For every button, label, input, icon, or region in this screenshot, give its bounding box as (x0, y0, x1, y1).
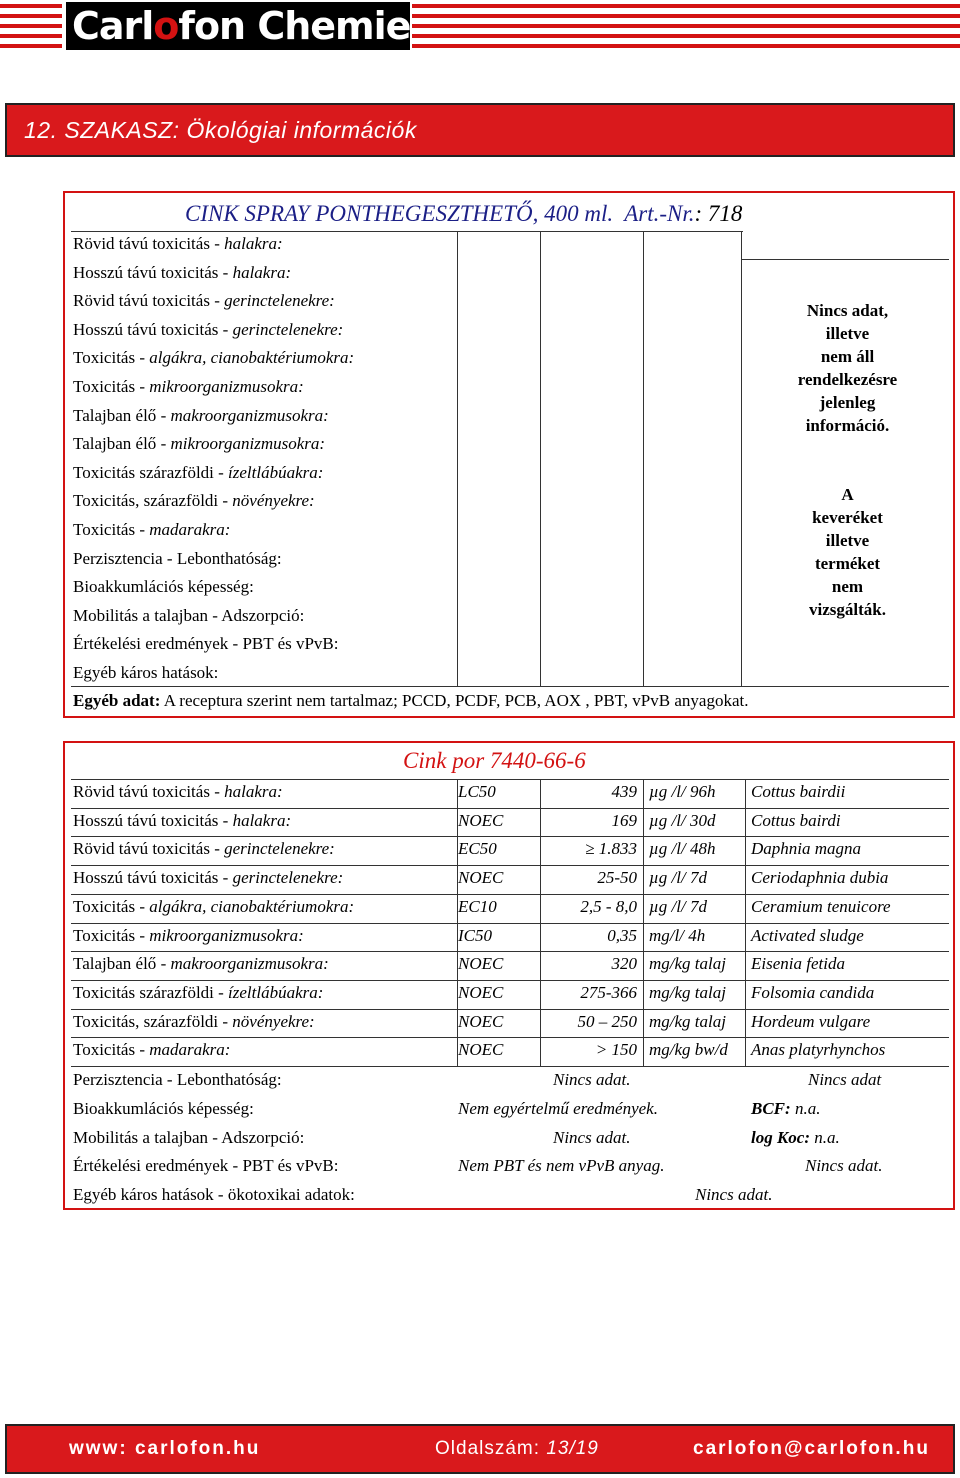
box1-row (73, 405, 329, 427)
row-label: Rövid távú toxicitás (73, 234, 210, 253)
species: Daphnia magna (751, 839, 862, 859)
article-label: Art.-Nr. (624, 201, 695, 226)
box1-row (73, 576, 254, 598)
measure-type: EC50 (458, 839, 497, 859)
footer-website[interactable]: www: carlofon.hu (69, 1438, 261, 1459)
row-target: - ízeltlábúakra: (218, 982, 324, 1002)
footer-page-number (435, 1438, 599, 1460)
row-target: - makroorganizmusokra: (160, 954, 329, 974)
pbt-value: Nem PBT és nem vPvB anyag. (458, 1156, 665, 1175)
logo-text-2: o (153, 4, 179, 48)
box1-row (73, 462, 323, 484)
row-target: - növényekre: (222, 1011, 315, 1031)
species: Cottus bairdii (751, 782, 846, 801)
box2-row-label (73, 781, 283, 803)
note-line: keveréket (812, 508, 883, 527)
box1-row (73, 319, 343, 341)
row-target: - mikroorganizmusokra: (139, 925, 304, 945)
row-label: Talajban élő (73, 434, 157, 454)
other-data-line (73, 690, 748, 712)
measure-unit: µg /l/ 96h (649, 782, 716, 801)
measure-type: LC50 (458, 782, 496, 801)
row-label: Bioakkumlációs képesség: (73, 577, 254, 597)
measure-value: 169 (611, 810, 637, 830)
row-label: Toxicitás, szárazföldi (73, 1011, 219, 1031)
pbt-label: Értékelési eredmények - PBT és vPvB: (73, 1156, 339, 1175)
row-label: Hosszú távú toxicitás (73, 319, 219, 339)
row-label: Toxicitás, szárazföldi (73, 491, 219, 511)
grid-line (643, 231, 644, 686)
note-line: nem (831, 577, 864, 596)
bioacc-bcf (751, 1098, 820, 1120)
note-line: jelenleg (819, 393, 876, 412)
row-label: Toxicitás szárazföldi (73, 982, 214, 1002)
box1-row (73, 376, 304, 398)
product-title (185, 201, 742, 227)
box2-row-label (73, 896, 354, 918)
grid-line (643, 779, 644, 1066)
measure-unit: µg /l/ 7d (649, 868, 707, 888)
species: Eisenia fetida (751, 954, 845, 974)
row-label: Hosszú távú toxicitás (73, 262, 219, 282)
measure-type: NOEC (458, 954, 504, 974)
grid-line (71, 1037, 949, 1038)
box1-row (73, 519, 230, 541)
grid-line (71, 1066, 949, 1067)
article-number: : 718 (694, 201, 743, 226)
other-data-label: Egyéb adat: (73, 691, 161, 710)
box1-row (73, 290, 335, 312)
row-label: Rövid távú toxicitás (73, 839, 210, 859)
company-logo (62, 0, 412, 52)
grid-line (741, 259, 949, 260)
row-label: Toxicitás (73, 896, 136, 916)
row-label: Értékelési eredmények - PBT és vPvB: (73, 634, 339, 654)
row-label: Talajban élő (73, 405, 157, 425)
row-target: - halakra: (222, 810, 292, 830)
row-label: Toxicitás (73, 520, 136, 539)
box2-row-label (73, 867, 343, 889)
grid-line (71, 779, 949, 780)
bcf-label: BCF: (751, 1099, 791, 1118)
mobility-label: Mobilitás a talajban - Adszorpció: (73, 1128, 305, 1147)
species: Hordeum vulgare (751, 1011, 871, 1031)
row-target: - halakra: (222, 262, 292, 282)
grid-line (71, 923, 949, 924)
measure-value: 50 – 250 (577, 1011, 637, 1031)
koc-label: log Koc: (751, 1128, 811, 1147)
other-effects-value: Nincs adat. (695, 1185, 773, 1204)
row-target: - halakra: (214, 234, 283, 253)
logo-text-3: fon Chemie (178, 4, 411, 48)
row-target: - algákra, cianobaktériumokra: (139, 348, 355, 368)
measure-value: ≥ 1.833 (585, 839, 637, 859)
row-target: - madarakra: (139, 520, 231, 539)
note-line: nem áll (820, 347, 875, 366)
row-target: - algákra, cianobaktériumokra: (139, 896, 355, 916)
note-line: illetve (825, 324, 870, 343)
box1-row (73, 262, 291, 284)
box1-row (73, 605, 304, 627)
box2-row-label (73, 838, 335, 860)
grid-line (741, 231, 742, 686)
measure-type: EC10 (458, 896, 497, 916)
row-target: - növényekre: (222, 491, 315, 511)
box1-row (73, 233, 283, 255)
persist-label: Perzisztencia - Lebonthatóság: (73, 1070, 282, 1089)
other-effects-label: Egyéb káros hatások - ökotoxikai adatok: (73, 1185, 355, 1204)
box1-row (73, 347, 354, 369)
measure-value: > 150 (595, 1040, 637, 1060)
measure-value: 439 (611, 782, 637, 801)
grid-line (71, 686, 949, 687)
persist-value-2: Nincs adat (808, 1070, 882, 1089)
row-label: Toxicitás szárazföldi (73, 462, 214, 482)
measure-value: 320 (611, 954, 637, 974)
row-label: Toxicitás (73, 1040, 136, 1060)
measure-unit: µg /l/ 48h (649, 839, 716, 859)
measure-type: NOEC (458, 982, 504, 1002)
grid-line (71, 865, 949, 866)
note-line: vizsgálták. (809, 600, 886, 619)
species: Anas platyrhynchos (751, 1040, 886, 1060)
koc-value: n.a. (814, 1128, 840, 1147)
row-target: - ízeltlábúakra: (218, 462, 324, 482)
measure-unit: mg/kg talaj (649, 982, 726, 1002)
box1-row (73, 633, 339, 655)
row-target: - mikroorganizmusokra: (139, 377, 304, 396)
row-label: Egyéb káros hatások: (73, 663, 219, 682)
measure-value: 0,35 (607, 925, 637, 945)
grid-line (71, 951, 949, 952)
no-data-note (745, 299, 950, 437)
row-label: Mobilitás a talajban - Adszorpció: (73, 605, 305, 625)
box1-row (73, 548, 282, 570)
box2-row-label (73, 925, 304, 947)
measure-type: NOEC (458, 810, 504, 830)
box2-row-label (73, 953, 329, 975)
row-label: Toxicitás (73, 377, 136, 396)
box1-row (73, 433, 325, 455)
row-target: - madarakra: (139, 1040, 231, 1060)
footer-bar (5, 1424, 955, 1474)
other-data-text: A receptura szerint nem tartalmaz; PCCD, PCDF, PCB, AOX , PBT, vPvB anyagokat. (163, 691, 749, 710)
measure-type: IC50 (458, 925, 492, 945)
note-line: Nincs adat, (806, 301, 889, 320)
box2-row-label (73, 1039, 230, 1061)
row-label: Rövid távú toxicitás (73, 291, 210, 311)
zinc-powder-box (63, 741, 955, 1210)
row-target: - gerinctelenekre: (222, 868, 344, 888)
measure-unit: mg/kg talaj (649, 1011, 726, 1031)
note-line: illetve (825, 531, 870, 550)
mobility-value: Nincs adat. (553, 1128, 631, 1147)
box2-row-label (73, 1011, 315, 1033)
measure-value: 25-50 (597, 868, 637, 888)
row-label: Hosszú távú toxicitás (73, 868, 219, 888)
grid-line (457, 231, 458, 686)
row-label: Toxicitás (73, 348, 136, 368)
not-tested-note (745, 483, 950, 621)
species: Folsomia candida (751, 982, 875, 1002)
measure-value: 2,5 - 8,0 (580, 896, 637, 916)
pbt-value-2: Nincs adat. (805, 1156, 883, 1175)
page-label: Oldalszám: (435, 1438, 541, 1459)
row-label: Rövid távú toxicitás (73, 782, 210, 801)
measure-unit: µg /l/ 7d (649, 896, 707, 916)
box1-row (73, 662, 218, 684)
note-line: A (841, 485, 854, 504)
row-target: - gerinctelenekre: (214, 839, 335, 859)
bioacc-value: Nem egyértelmű eredmények. (458, 1099, 658, 1118)
measure-unit: mg/kg talaj (649, 954, 726, 974)
row-label: Hosszú távú toxicitás (73, 810, 219, 830)
row-label: Perzisztencia - Lebonthatóság: (73, 548, 282, 568)
note-line: információ. (805, 416, 890, 435)
row-target: - makroorganizmusokra: (160, 405, 329, 425)
bioacc-label: Bioakkumlációs képesség: (73, 1099, 254, 1118)
grid-line (71, 980, 949, 981)
product-name: CINK SPRAY PONTHEGESZTHETŐ, 400 ml. (185, 201, 614, 226)
row-target: - mikroorganizmusokra: (160, 434, 326, 454)
box1-row (73, 490, 315, 512)
mobility-koc (751, 1127, 840, 1149)
grid-line (745, 779, 746, 1066)
row-label: Toxicitás (73, 925, 136, 945)
box2-row-label (73, 810, 291, 832)
persist-value: Nincs adat. (553, 1070, 631, 1089)
header-bar (0, 0, 960, 52)
species: Activated sludge (751, 925, 864, 945)
logo-text-1: Carl (72, 4, 154, 48)
bcf-value: n.a. (794, 1099, 821, 1118)
footer-email[interactable]: carlofon@carlofon.hu (693, 1438, 930, 1459)
page-number: 13/19 (546, 1438, 599, 1459)
species: Ceriodaphnia dubia (751, 868, 889, 888)
measure-unit: mg/l/ 4h (649, 925, 706, 945)
species: Ceramium tenuicore (751, 896, 891, 916)
row-target: - halakra: (214, 782, 283, 801)
product-ecotox-box (63, 191, 955, 718)
row-target: - gerinctelenekre: (214, 291, 335, 311)
row-target: - gerinctelenekre: (222, 319, 344, 339)
measure-type: NOEC (458, 1011, 504, 1031)
section-title: 12. SZAKASZ: Ökológiai információk (5, 103, 955, 157)
measure-value: 275-366 (580, 982, 637, 1002)
grid-line (71, 894, 949, 895)
grid-line (71, 808, 949, 809)
grid-line (71, 1009, 949, 1010)
measure-unit: µg /l/ 30d (649, 810, 716, 830)
grid-line (540, 231, 541, 686)
note-line: rendelkezésre (797, 370, 898, 389)
measure-unit: mg/kg bw/d (649, 1040, 728, 1060)
substance-title: Cink por 7440-66-6 (403, 748, 586, 773)
species: Cottus bairdi (751, 810, 841, 830)
row-label: Talajban élő (73, 954, 157, 974)
box2-row-label (73, 982, 323, 1004)
grid-line (71, 836, 949, 837)
measure-type: NOEC (458, 1040, 504, 1060)
measure-type: NOEC (458, 868, 504, 888)
note-line: terméket (814, 554, 881, 573)
